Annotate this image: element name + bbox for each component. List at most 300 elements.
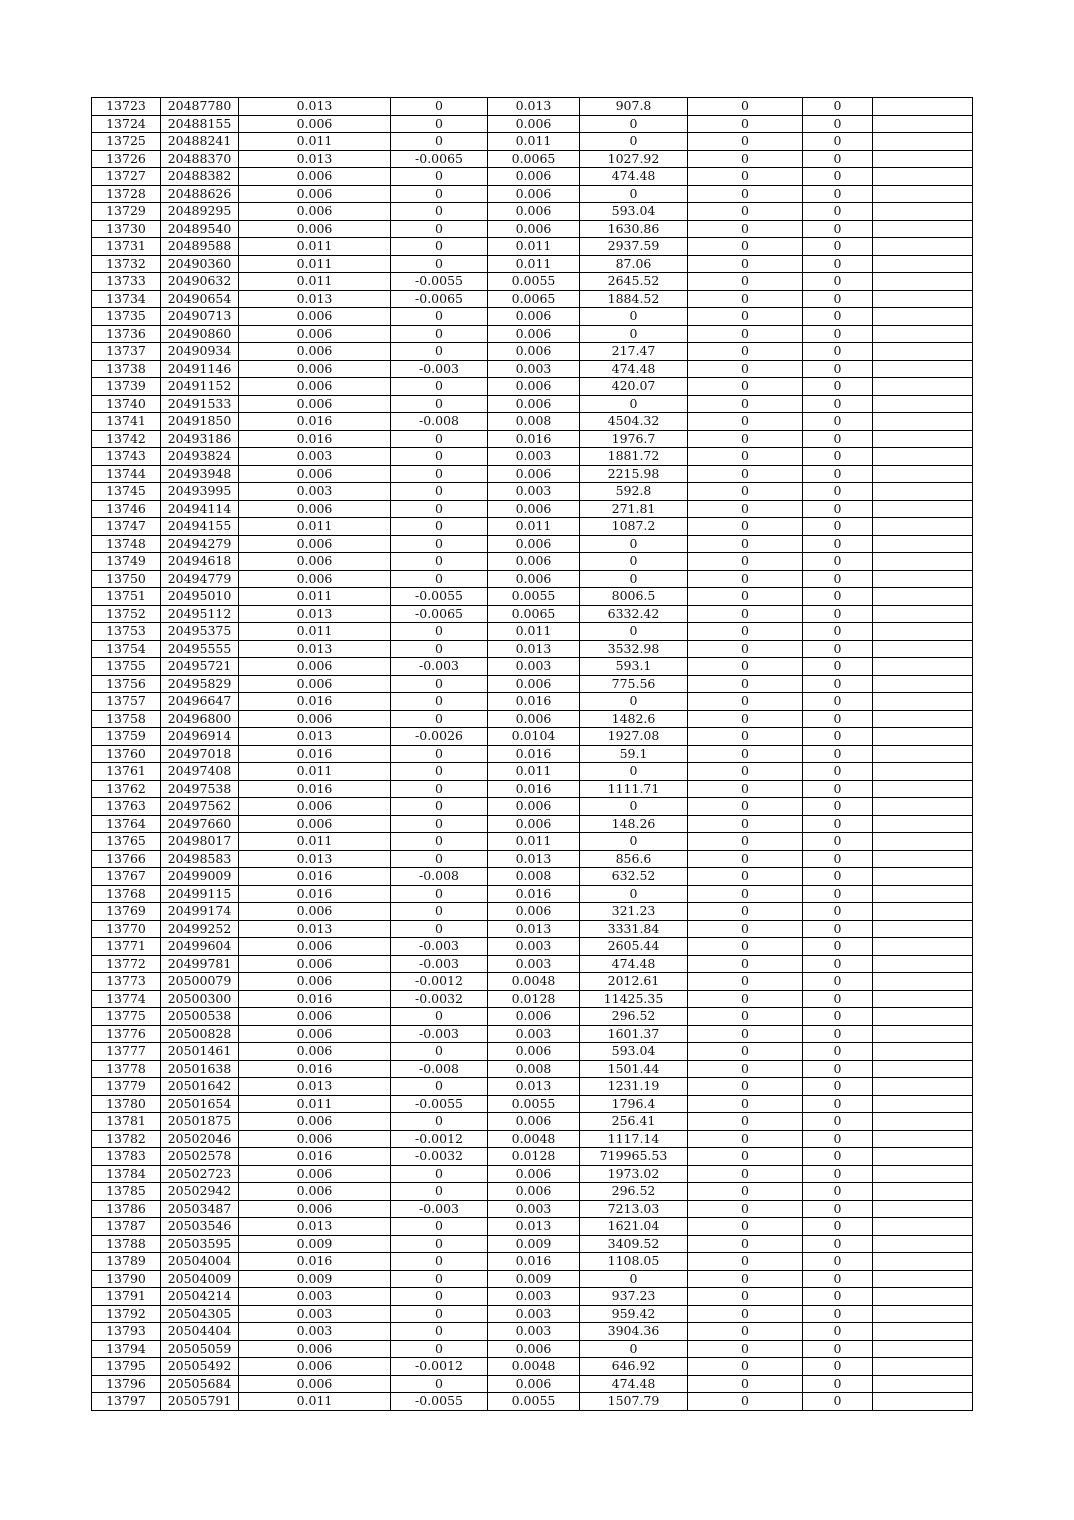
value-c-cell: 0.003 [488, 1025, 580, 1043]
flag-b-cell: 0 [803, 658, 873, 676]
flag-a-cell: 0 [688, 1078, 803, 1096]
flag-a-cell: 0 [688, 868, 803, 886]
value-c-cell: 0.006 [488, 903, 580, 921]
value-b-cell: 0 [391, 1043, 488, 1061]
empty-cell [873, 693, 973, 711]
empty-cell [873, 903, 973, 921]
empty-cell [873, 1095, 973, 1113]
amount-cell: 1881.72 [580, 448, 688, 466]
flag-b-cell: 0 [803, 220, 873, 238]
value-a-cell: 0.006 [239, 938, 391, 956]
row-number-cell: 13797 [92, 1393, 161, 1411]
table-row [92, 185, 973, 203]
table-row [92, 1235, 973, 1253]
value-a-cell: 0.006 [239, 658, 391, 676]
flag-b-cell: 0 [803, 1305, 873, 1323]
empty-cell [873, 378, 973, 396]
flag-a-cell: 0 [688, 1130, 803, 1148]
value-b-cell: 0 [391, 833, 488, 851]
flag-a-cell: 0 [688, 850, 803, 868]
amount-cell: 1621.04 [580, 1218, 688, 1236]
value-c-cell: 0.0128 [488, 990, 580, 1008]
value-c-cell: 0.006 [488, 1113, 580, 1131]
row-number-cell: 13787 [92, 1218, 161, 1236]
amount-cell: 646.92 [580, 1358, 688, 1376]
table-row [92, 1253, 973, 1271]
empty-cell [873, 220, 973, 238]
row-number-cell: 13778 [92, 1060, 161, 1078]
row-number-cell: 13745 [92, 483, 161, 501]
table-row [92, 605, 973, 623]
value-b-cell: -0.003 [391, 1200, 488, 1218]
value-a-cell: 0.011 [239, 255, 391, 273]
empty-cell [873, 1025, 973, 1043]
value-c-cell: 0.016 [488, 430, 580, 448]
id-cell: 20502723 [161, 1165, 239, 1183]
id-cell: 20489540 [161, 220, 239, 238]
value-a-cell: 0.006 [239, 1375, 391, 1393]
row-number-cell: 13772 [92, 955, 161, 973]
row-number-cell: 13785 [92, 1183, 161, 1201]
flag-a-cell: 0 [688, 658, 803, 676]
flag-a-cell: 0 [688, 815, 803, 833]
value-a-cell: 0.006 [239, 535, 391, 553]
value-a-cell: 0.006 [239, 1025, 391, 1043]
flag-a-cell: 0 [688, 780, 803, 798]
amount-cell: 1884.52 [580, 290, 688, 308]
flag-a-cell: 0 [688, 115, 803, 133]
value-b-cell: -0.0026 [391, 728, 488, 746]
amount-cell: 8006.5 [580, 588, 688, 606]
value-a-cell: 0.006 [239, 325, 391, 343]
value-a-cell: 0.006 [239, 308, 391, 326]
row-number-cell: 13750 [92, 570, 161, 588]
flag-a-cell: 0 [688, 1253, 803, 1271]
empty-cell [873, 605, 973, 623]
empty-cell [873, 1253, 973, 1271]
flag-a-cell: 0 [688, 833, 803, 851]
amount-cell: 0 [580, 570, 688, 588]
empty-cell [873, 238, 973, 256]
empty-cell [873, 868, 973, 886]
id-cell: 20498583 [161, 850, 239, 868]
table-row [92, 1393, 973, 1411]
amount-cell: 11425.35 [580, 990, 688, 1008]
value-b-cell: 0 [391, 500, 488, 518]
amount-cell: 1976.7 [580, 430, 688, 448]
value-b-cell: 0 [391, 1375, 488, 1393]
flag-b-cell: 0 [803, 255, 873, 273]
table-row [92, 168, 973, 186]
amount-cell: 3904.36 [580, 1323, 688, 1341]
flag-b-cell: 0 [803, 1270, 873, 1288]
amount-cell: 1796.4 [580, 1095, 688, 1113]
value-b-cell: -0.0032 [391, 990, 488, 1008]
value-c-cell: 0.006 [488, 115, 580, 133]
amount-cell: 0 [580, 1270, 688, 1288]
row-number-cell: 13773 [92, 973, 161, 991]
id-cell: 20490632 [161, 273, 239, 291]
empty-cell [873, 413, 973, 431]
row-number-cell: 13733 [92, 273, 161, 291]
row-number-cell: 13728 [92, 185, 161, 203]
flag-b-cell: 0 [803, 1095, 873, 1113]
empty-cell [873, 308, 973, 326]
row-number-cell: 13736 [92, 325, 161, 343]
id-cell: 20505684 [161, 1375, 239, 1393]
value-c-cell: 0.003 [488, 938, 580, 956]
value-a-cell: 0.006 [239, 185, 391, 203]
id-cell: 20497562 [161, 798, 239, 816]
value-c-cell: 0.006 [488, 710, 580, 728]
amount-cell: 0 [580, 185, 688, 203]
flag-b-cell: 0 [803, 343, 873, 361]
empty-cell [873, 185, 973, 203]
amount-cell: 0 [580, 623, 688, 641]
flag-a-cell: 0 [688, 518, 803, 536]
flag-b-cell: 0 [803, 955, 873, 973]
flag-a-cell: 0 [688, 955, 803, 973]
id-cell: 20500828 [161, 1025, 239, 1043]
flag-a-cell: 0 [688, 693, 803, 711]
value-c-cell: 0.0055 [488, 1095, 580, 1113]
empty-cell [873, 850, 973, 868]
empty-cell [873, 1130, 973, 1148]
value-b-cell: 0 [391, 623, 488, 641]
amount-cell: 256.41 [580, 1113, 688, 1131]
flag-a-cell: 0 [688, 1113, 803, 1131]
flag-b-cell: 0 [803, 378, 873, 396]
id-cell: 20491146 [161, 360, 239, 378]
empty-cell [873, 1375, 973, 1393]
flag-b-cell: 0 [803, 763, 873, 781]
id-cell: 20500079 [161, 973, 239, 991]
flag-a-cell: 0 [688, 448, 803, 466]
row-number-cell: 13780 [92, 1095, 161, 1113]
id-cell: 20488382 [161, 168, 239, 186]
value-a-cell: 0.006 [239, 1130, 391, 1148]
value-a-cell: 0.006 [239, 798, 391, 816]
empty-cell [873, 763, 973, 781]
flag-a-cell: 0 [688, 1270, 803, 1288]
value-a-cell: 0.006 [239, 903, 391, 921]
amount-cell: 217.47 [580, 343, 688, 361]
row-number-cell: 13765 [92, 833, 161, 851]
id-cell: 20499252 [161, 920, 239, 938]
amount-cell: 296.52 [580, 1008, 688, 1026]
row-number-cell: 13724 [92, 115, 161, 133]
id-cell: 20499781 [161, 955, 239, 973]
table-row [92, 1130, 973, 1148]
flag-b-cell: 0 [803, 1025, 873, 1043]
flag-a-cell: 0 [688, 1218, 803, 1236]
empty-cell [873, 360, 973, 378]
amount-cell: 632.52 [580, 868, 688, 886]
row-number-cell: 13769 [92, 903, 161, 921]
value-c-cell: 0.016 [488, 745, 580, 763]
flag-a-cell: 0 [688, 395, 803, 413]
table-row [92, 430, 973, 448]
value-a-cell: 0.006 [239, 1113, 391, 1131]
table-row [92, 413, 973, 431]
value-b-cell: 0 [391, 1323, 488, 1341]
table-row [92, 133, 973, 151]
flag-a-cell: 0 [688, 885, 803, 903]
id-cell: 20487780 [161, 98, 239, 116]
id-cell: 20490654 [161, 290, 239, 308]
value-a-cell: 0.006 [239, 1008, 391, 1026]
value-c-cell: 0.008 [488, 1060, 580, 1078]
empty-cell [873, 1393, 973, 1411]
flag-a-cell: 0 [688, 570, 803, 588]
id-cell: 20500538 [161, 1008, 239, 1026]
flag-a-cell: 0 [688, 623, 803, 641]
value-a-cell: 0.006 [239, 220, 391, 238]
flag-b-cell: 0 [803, 1008, 873, 1026]
amount-cell: 7213.03 [580, 1200, 688, 1218]
amount-cell: 1231.19 [580, 1078, 688, 1096]
flag-b-cell: 0 [803, 483, 873, 501]
value-a-cell: 0.016 [239, 413, 391, 431]
value-b-cell: -0.0012 [391, 973, 488, 991]
value-b-cell: 0 [391, 185, 488, 203]
id-cell: 20497660 [161, 815, 239, 833]
flag-a-cell: 0 [688, 1008, 803, 1026]
id-cell: 20501654 [161, 1095, 239, 1113]
amount-cell: 1507.79 [580, 1393, 688, 1411]
empty-cell [873, 500, 973, 518]
empty-cell [873, 290, 973, 308]
table-row [92, 710, 973, 728]
flag-a-cell: 0 [688, 325, 803, 343]
flag-a-cell: 0 [688, 728, 803, 746]
value-a-cell: 0.016 [239, 430, 391, 448]
value-a-cell: 0.006 [239, 395, 391, 413]
value-c-cell: 0.009 [488, 1270, 580, 1288]
table-row [92, 238, 973, 256]
empty-cell [873, 1288, 973, 1306]
value-b-cell: 0 [391, 763, 488, 781]
row-number-cell: 13740 [92, 395, 161, 413]
table-row [92, 1148, 973, 1166]
table-row [92, 553, 973, 571]
empty-cell [873, 98, 973, 116]
flag-b-cell: 0 [803, 1323, 873, 1341]
flag-a-cell: 0 [688, 220, 803, 238]
row-number-cell: 13792 [92, 1305, 161, 1323]
flag-a-cell: 0 [688, 430, 803, 448]
table-row [92, 990, 973, 1008]
value-c-cell: 0.006 [488, 1375, 580, 1393]
flag-b-cell: 0 [803, 798, 873, 816]
id-cell: 20490360 [161, 255, 239, 273]
value-c-cell: 0.006 [488, 675, 580, 693]
flag-b-cell: 0 [803, 833, 873, 851]
value-a-cell: 0.006 [239, 710, 391, 728]
row-number-cell: 13734 [92, 290, 161, 308]
empty-cell [873, 483, 973, 501]
empty-cell [873, 1078, 973, 1096]
empty-cell [873, 955, 973, 973]
flag-b-cell: 0 [803, 640, 873, 658]
empty-cell [873, 1270, 973, 1288]
value-b-cell: -0.0055 [391, 1393, 488, 1411]
value-c-cell: 0.011 [488, 133, 580, 151]
flag-a-cell: 0 [688, 255, 803, 273]
row-number-cell: 13738 [92, 360, 161, 378]
flag-a-cell: 0 [688, 920, 803, 938]
flag-a-cell: 0 [688, 1043, 803, 1061]
amount-cell: 474.48 [580, 168, 688, 186]
value-b-cell: 0 [391, 798, 488, 816]
flag-b-cell: 0 [803, 448, 873, 466]
amount-cell: 3409.52 [580, 1235, 688, 1253]
flag-b-cell: 0 [803, 553, 873, 571]
id-cell: 20490860 [161, 325, 239, 343]
id-cell: 20495721 [161, 658, 239, 676]
id-cell: 20503595 [161, 1235, 239, 1253]
row-number-cell: 13793 [92, 1323, 161, 1341]
flag-b-cell: 0 [803, 710, 873, 728]
table-row [92, 623, 973, 641]
row-number-cell: 13783 [92, 1148, 161, 1166]
value-b-cell: 0 [391, 920, 488, 938]
flag-b-cell: 0 [803, 360, 873, 378]
id-cell: 20505492 [161, 1358, 239, 1376]
value-a-cell: 0.006 [239, 343, 391, 361]
flag-b-cell: 0 [803, 308, 873, 326]
id-cell: 20501638 [161, 1060, 239, 1078]
row-number-cell: 13774 [92, 990, 161, 1008]
table-row [92, 1025, 973, 1043]
amount-cell: 0 [580, 833, 688, 851]
flag-a-cell: 0 [688, 238, 803, 256]
amount-cell: 2937.59 [580, 238, 688, 256]
empty-cell [873, 1340, 973, 1358]
flag-a-cell: 0 [688, 1288, 803, 1306]
value-a-cell: 0.003 [239, 483, 391, 501]
id-cell: 20490934 [161, 343, 239, 361]
value-c-cell: 0.0065 [488, 150, 580, 168]
id-cell: 20496800 [161, 710, 239, 728]
id-cell: 20504214 [161, 1288, 239, 1306]
row-number-cell: 13751 [92, 588, 161, 606]
flag-b-cell: 0 [803, 273, 873, 291]
empty-cell [873, 728, 973, 746]
value-b-cell: 0 [391, 1288, 488, 1306]
value-c-cell: 0.0055 [488, 588, 580, 606]
id-cell: 20500300 [161, 990, 239, 1008]
amount-cell: 1108.05 [580, 1253, 688, 1271]
empty-cell [873, 780, 973, 798]
row-number-cell: 13791 [92, 1288, 161, 1306]
value-c-cell: 0.008 [488, 413, 580, 431]
value-b-cell: 0 [391, 1113, 488, 1131]
id-cell: 20489295 [161, 203, 239, 221]
empty-cell [873, 623, 973, 641]
id-cell: 20493824 [161, 448, 239, 466]
table-row [92, 360, 973, 378]
value-b-cell: -0.0065 [391, 150, 488, 168]
row-number-cell: 13784 [92, 1165, 161, 1183]
flag-b-cell: 0 [803, 885, 873, 903]
amount-cell: 420.07 [580, 378, 688, 396]
value-c-cell: 0.013 [488, 850, 580, 868]
row-number-cell: 13775 [92, 1008, 161, 1026]
amount-cell: 59.1 [580, 745, 688, 763]
value-b-cell: 0 [391, 1340, 488, 1358]
id-cell: 20488626 [161, 185, 239, 203]
flag-a-cell: 0 [688, 1148, 803, 1166]
value-a-cell: 0.006 [239, 115, 391, 133]
value-c-cell: 0.0104 [488, 728, 580, 746]
value-a-cell: 0.006 [239, 1340, 391, 1358]
flag-b-cell: 0 [803, 133, 873, 151]
amount-cell: 856.6 [580, 850, 688, 868]
value-b-cell: -0.0065 [391, 290, 488, 308]
value-c-cell: 0.006 [488, 1340, 580, 1358]
value-a-cell: 0.006 [239, 1043, 391, 1061]
flag-b-cell: 0 [803, 903, 873, 921]
table-row [92, 780, 973, 798]
empty-cell [873, 518, 973, 536]
amount-cell: 0 [580, 553, 688, 571]
amount-cell: 1111.71 [580, 780, 688, 798]
flag-b-cell: 0 [803, 518, 873, 536]
value-b-cell: 0 [391, 815, 488, 833]
value-c-cell: 0.011 [488, 763, 580, 781]
value-a-cell: 0.006 [239, 973, 391, 991]
flag-a-cell: 0 [688, 1095, 803, 1113]
id-cell: 20493948 [161, 465, 239, 483]
empty-cell [873, 798, 973, 816]
empty-cell [873, 343, 973, 361]
empty-cell [873, 1165, 973, 1183]
flag-a-cell: 0 [688, 1393, 803, 1411]
value-a-cell: 0.016 [239, 868, 391, 886]
flag-a-cell: 0 [688, 1060, 803, 1078]
value-c-cell: 0.006 [488, 570, 580, 588]
row-number-cell: 13755 [92, 658, 161, 676]
value-c-cell: 0.008 [488, 868, 580, 886]
value-c-cell: 0.011 [488, 518, 580, 536]
flag-a-cell: 0 [688, 535, 803, 553]
table-row [92, 693, 973, 711]
value-a-cell: 0.011 [239, 518, 391, 536]
value-c-cell: 0.011 [488, 623, 580, 641]
value-b-cell: -0.0065 [391, 605, 488, 623]
value-a-cell: 0.011 [239, 1095, 391, 1113]
id-cell: 20494779 [161, 570, 239, 588]
flag-a-cell: 0 [688, 605, 803, 623]
value-b-cell: 0 [391, 308, 488, 326]
value-a-cell: 0.013 [239, 98, 391, 116]
value-b-cell: 0 [391, 570, 488, 588]
row-number-cell: 13756 [92, 675, 161, 693]
value-a-cell: 0.011 [239, 833, 391, 851]
value-c-cell: 0.003 [488, 1323, 580, 1341]
table-row [92, 1200, 973, 1218]
value-b-cell: -0.0012 [391, 1358, 488, 1376]
value-a-cell: 0.016 [239, 693, 391, 711]
amount-cell: 0 [580, 535, 688, 553]
empty-cell [873, 325, 973, 343]
value-b-cell: 0 [391, 465, 488, 483]
flag-a-cell: 0 [688, 553, 803, 571]
value-a-cell: 0.013 [239, 728, 391, 746]
id-cell: 20497408 [161, 763, 239, 781]
table-row [92, 973, 973, 991]
